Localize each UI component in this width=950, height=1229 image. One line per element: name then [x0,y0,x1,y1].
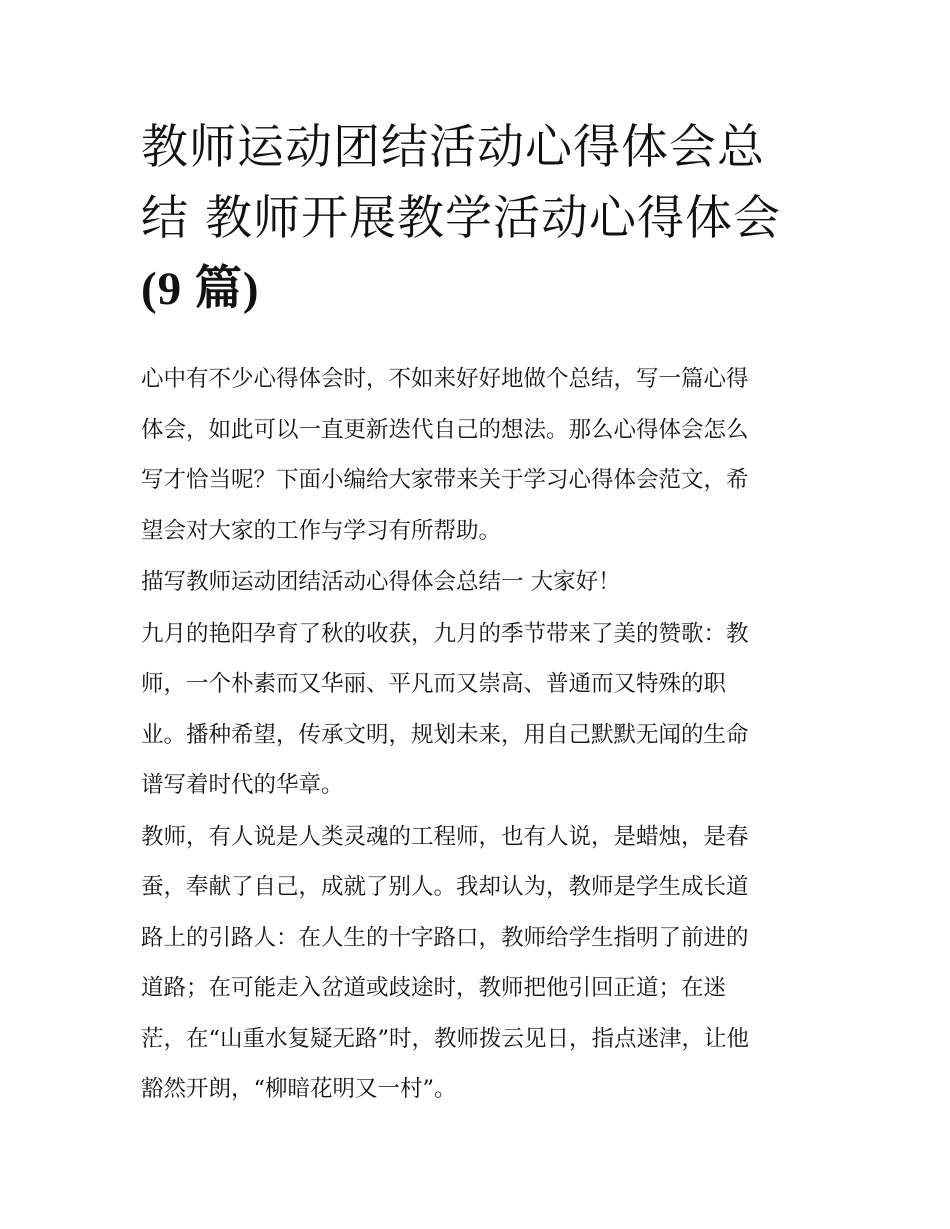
text-line: 豁然开朗，“柳暗花明又一村”。 [141,1076,457,1102]
text-line: 蚕，奉献了自己，成就了别人。我却认为，教师是学生成长道 [141,874,749,900]
text-line: 茫，在“山重水复疑无路”时，教师拨云见日，指点迷津，让他 [141,1025,750,1052]
text-line: 路上的引路人：在人生的十字路口，教师给学生指明了前进的 [141,924,749,951]
title-line: (9 篇) [141,263,260,315]
body-paragraph [141,609,821,811]
text-line: 描写教师运动团结活动心得体会总结一 大家好！ [141,569,621,595]
text-line: 写才恰当呢？下面小编给大家带来关于学习心得体会范文，希 [141,467,749,493]
text-line: 业。播种希望，传承文明，规划未来，用自己默默无闻的生命 [141,721,749,748]
document-body [141,354,821,1116]
title-line: 结 教师开展教学活动心得体会 [141,191,781,246]
text-line: 道路；在可能走入岔道或歧途时，教师把他引回正道；在迷 [141,975,727,1001]
title-line: 教师运动团结活动心得体会总 [141,120,765,175]
text-line: 谱写着时代的华章。 [141,772,344,798]
document-title [141,112,821,325]
body-paragraph [141,812,821,1115]
text-line: 教师，有人说是人类灵魂的工程师，也有人说，是蜡烛，是春 [141,823,749,850]
text-line: 望会对大家的工作与学习有所帮助。 [141,517,502,544]
intro-paragraph [141,354,821,556]
text-line: 心中有不少心得体会时，不如来好好地做个总结，写一篇心得 [141,366,749,392]
text-line: 九月的艳阳孕育了秋的收获，九月的季节带来了美的赞歌：教 [141,620,749,647]
section-heading-paragraph [141,557,821,608]
text-line: 师，一个朴素而又华丽、平凡而又崇高、普通而又特殊的职 [141,671,727,697]
text-line: 体会，如此可以一直更新迭代自己的想法。那么心得体会怎么 [141,416,749,443]
